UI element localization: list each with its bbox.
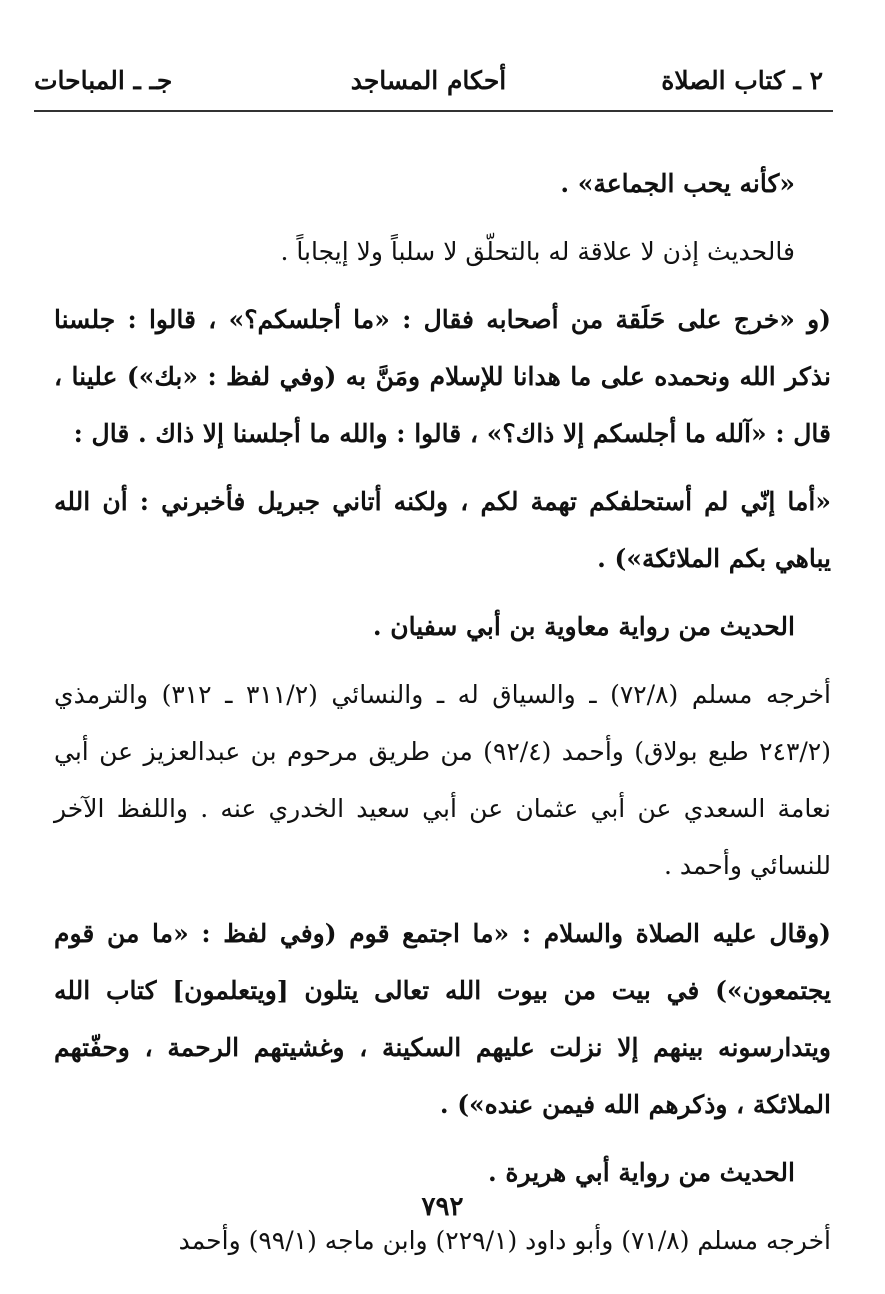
narrator-line: الحديث من رواية معاوية بن أبي سفيان . [372, 612, 795, 641]
header-rule [34, 110, 833, 112]
header-subsection: جـ ـ المباحات [34, 66, 173, 95]
body-text [54, 155, 831, 1269]
hadith-text: (و «خرج على حَلَقة من أصحابه فقال : «ما أجلسكم؟» ، قالوا : جلسنا نذكر الله ونحمده على ما هدانا للإسلام ومَنَّ به (وفي لفظ : «بك») علينا ، قال : «آلله ما أجلسكم إلا ذاك؟» ، قالوا : والله ما أجلسنا إلا ذاك . قال : [54, 305, 831, 448]
hadith-text-2: (وقال عليه الصلاة والسلام : «ما اجتمع قوم (وفي لفظ : «ما من قوم يجتمعون») في بيت من بيوت الله تعالى يتلون [ويتعلمون] كتاب الله ويتدارسونه بينهم إلا نزلت عليهم السكينة ، وغشيتهم الرحمة ، وحفّتهم الملائكة ، وذكرهم الله فيمن عنده») . [54, 919, 831, 1119]
running-header [34, 66, 823, 106]
takhrij-paragraph: أخرجه مسلم (٧٢/٨) ـ والسياق له ـ والنسائي (٣١١/٢ ـ ٣١٢) والترمذي (٢٤٣/٢ طبع بولاق) وأحمد (٩٢/٤) من طريق مرحوم بن عبدالعزيز عن أبي نعامة السعدي عن أبي عثمان عن أبي سعيد الخدري عنه . واللفظ الآخر للنسائي وأحمد . [54, 680, 831, 880]
hadith-continuation: «أما إنّي لم أستحلفكم تهمة لكم ، ولكنه أتاني جبريل فأخبرني : أن الله يباهي بكم الملائكة») . [54, 487, 831, 573]
page-number: ٧٩٢ [421, 1192, 464, 1222]
header-section: أحكام المساجد [350, 66, 507, 95]
narrator-line-2: الحديث من رواية أبي هريرة . [488, 1158, 795, 1187]
commentary-paragraph: فالحديث إذن لا علاقة له بالتحلّق لا سلباً ولا إيجاباً . [280, 237, 795, 266]
takhrij-paragraph-2: أخرجه مسلم (٧١/٨) وأبو داود (٢٢٩/١) وابن ماجه (٩٩/١) وأحمد [178, 1226, 831, 1255]
quote-line: «كأنه يحب الجماعة» . [560, 169, 795, 198]
header-chapter: ٢ ـ كتاب الصلاة [661, 66, 823, 95]
